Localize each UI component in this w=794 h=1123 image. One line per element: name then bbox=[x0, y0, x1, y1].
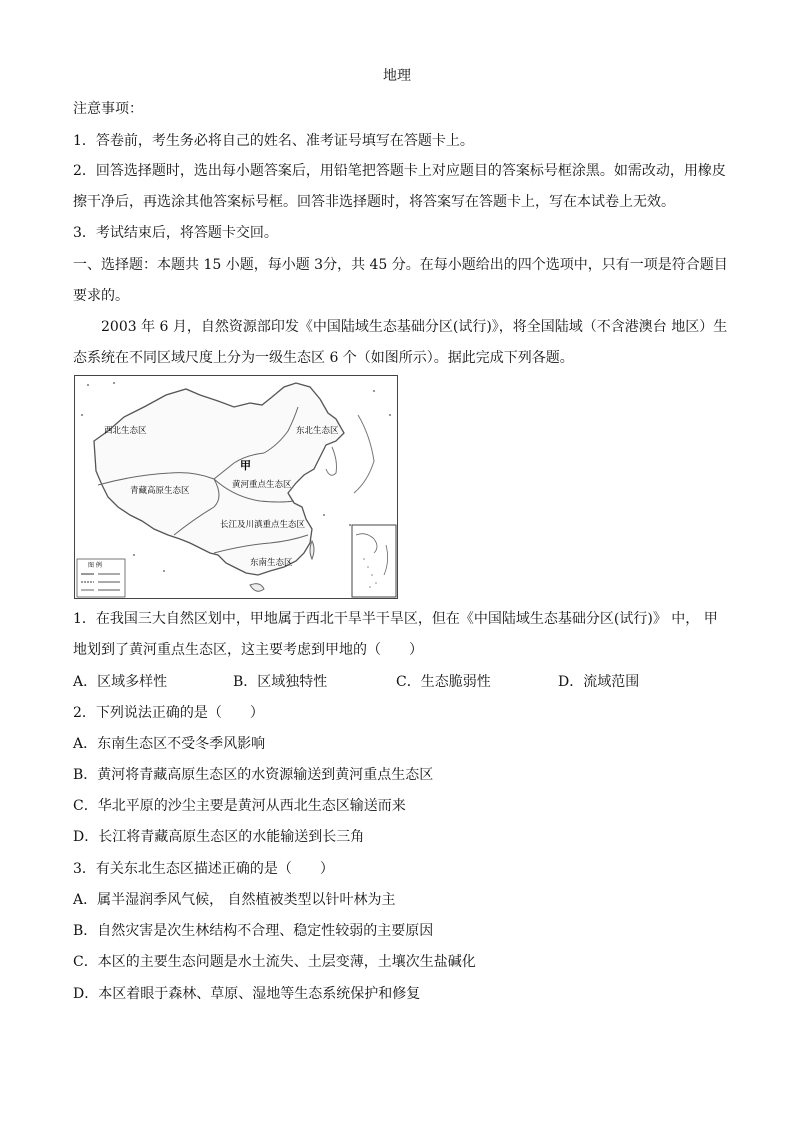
question-1-option-a[interactable]: A．区域多样性 bbox=[73, 674, 168, 690]
ecoregion-map bbox=[74, 375, 398, 599]
label-northwest-region: 西北生态区 bbox=[104, 426, 147, 436]
question-3-stem: 3．有关东北生态区描述正确的是（ ） bbox=[73, 861, 334, 877]
question-3-option-c[interactable]: C．本区的主要生态问题是水土流失、土层变薄，土壤次生盐碱化 bbox=[73, 954, 476, 970]
question-1-option-c[interactable]: C．生态脆弱性 bbox=[396, 674, 491, 690]
notice-item-1: 1．答卷前，考生务必将自己的姓名、准考证号填写在答题卡上。 bbox=[73, 133, 474, 149]
label-southeast-region: 东南生态区 bbox=[250, 558, 293, 568]
question-1-stem: 1．在我国三大自然区划中，甲地属于西北干旱半干旱区，但在《中国陆域生态基础分区(试行)》 中， 甲 bbox=[73, 611, 718, 627]
label-yellow-river-region: 黄河重点生态区 bbox=[232, 480, 292, 490]
notice-heading: 注意事项： bbox=[73, 101, 143, 117]
label-northeast-region: 东北生态区 bbox=[296, 426, 339, 436]
map-legend bbox=[77, 559, 125, 597]
section-heading-cont: 要求的。 bbox=[73, 288, 129, 304]
question-2-option-d[interactable]: D．长江将青藏高原生态区的水能输送到长三角 bbox=[73, 829, 365, 845]
notice-item-3: 3．考试结束后，将答题卡交回。 bbox=[73, 225, 278, 241]
question-2-option-c[interactable]: C．华北平原的沙尘主要是黄河从西北生态区输送而来 bbox=[73, 798, 406, 814]
question-1-option-b[interactable]: B．区域独特性 bbox=[233, 674, 328, 690]
question-2-option-b[interactable]: B．黄河将青藏高原生态区的水资源输送到黄河重点生态区 bbox=[73, 767, 434, 783]
legend-title: 图 例 bbox=[88, 562, 102, 569]
intro-paragraph: 2003 年 6 月，自然资源部印发《中国陆域生态基础分区(试行)》，将全国陆域（不含港澳台 地区）生 bbox=[101, 319, 728, 335]
section-heading: 一、选择题：本题共 15 小题，每小题 3分，共 45 分。在每小题给出的四个选项中，只有一项是符合题目 bbox=[73, 257, 728, 273]
question-1-stem-cont: 地划到了黄河重点生态区，这主要考虑到甲地的（ ） bbox=[73, 642, 423, 658]
intro-paragraph-cont: 态系统在不同区域尺度上分为一级生态区 6 个（如图所示）。据此完成下列各题。 bbox=[73, 350, 574, 366]
taiwan-island bbox=[310, 541, 314, 559]
question-3-option-a[interactable]: A．属半湿润季风气候， 自然植被类型以针叶林为主 bbox=[73, 892, 396, 908]
label-jia: 甲 bbox=[240, 459, 251, 472]
label-yangtze-region: 长江及川滇重点生态区 bbox=[220, 520, 306, 530]
question-2-stem: 2．下列说法正确的是（ ） bbox=[73, 705, 264, 721]
question-2-option-a[interactable]: A．东南生态区不受冬季风影响 bbox=[73, 736, 266, 752]
label-qingzang-region: 青藏高原生态区 bbox=[130, 486, 190, 496]
south-china-sea-inset bbox=[352, 525, 396, 597]
question-1-option-d[interactable]: D．流域范围 bbox=[558, 674, 640, 690]
notice-item-2-cont: 擦干净后，再选涂其他答案标号框。回答非选择题时，将答案写在答题卡上，写在本试卷上无效。 bbox=[73, 194, 675, 210]
page-title: 地理 bbox=[383, 68, 411, 84]
notice-item-2: 2．回答选择题时，选出每小题答案后，用铅笔把答题卡上对应题目的答案标号框涂黑。如需改动，用橡皮 bbox=[73, 163, 726, 179]
question-3-option-d[interactable]: D．本区着眼于森林、草原、湿地等生态系统保护和修复 bbox=[73, 986, 421, 1002]
question-3-option-b[interactable]: B．自然灾害是次生林结构不合理、稳定性较弱的主要原因 bbox=[73, 923, 434, 939]
